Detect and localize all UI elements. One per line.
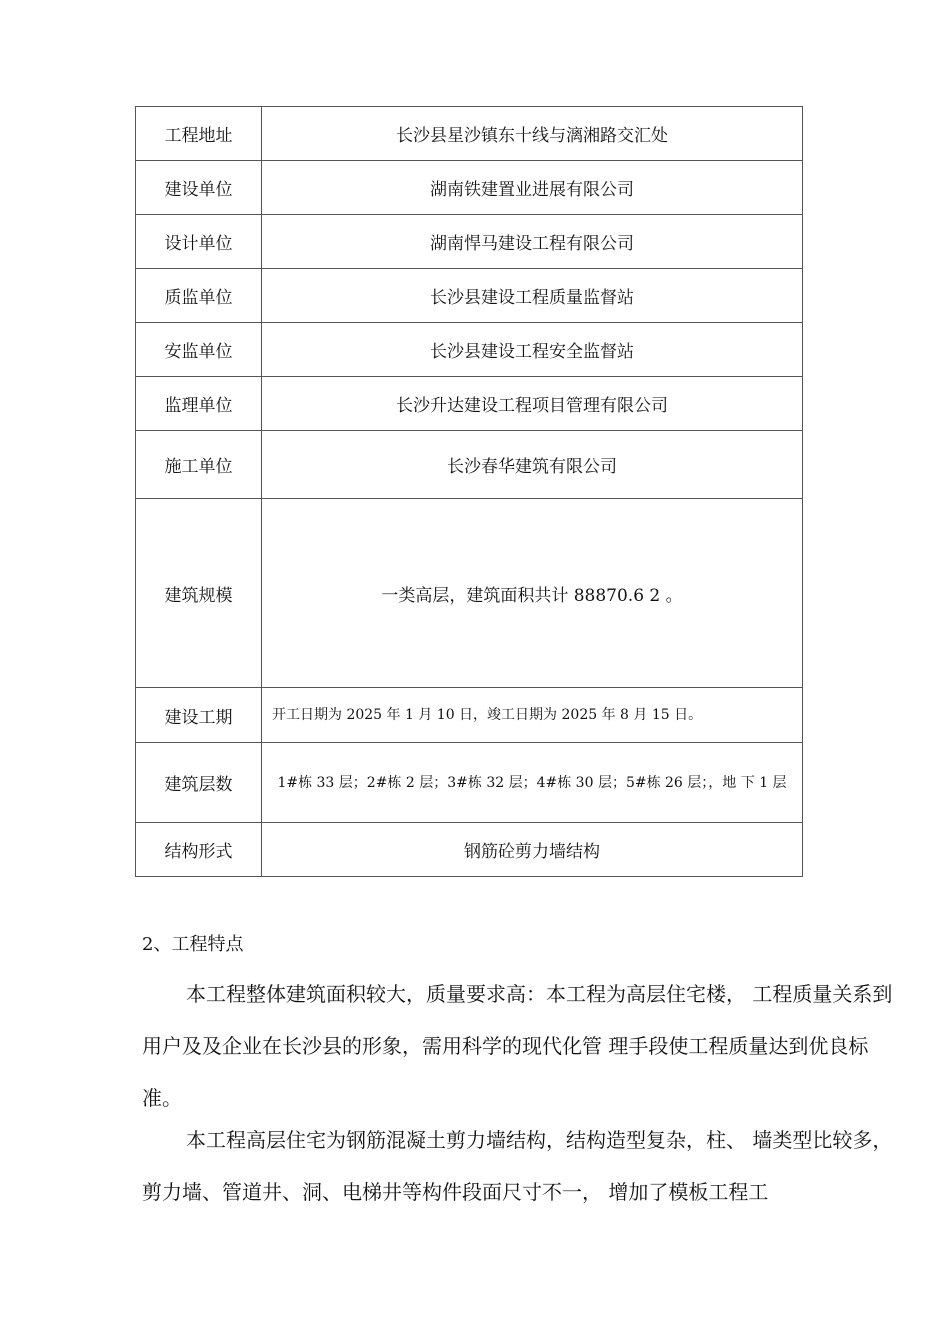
row-label: 施工单位 [136, 431, 262, 499]
row-value: 一类高层，建筑面积共计 88870.6 2 。 [262, 499, 803, 688]
paragraph: 本工程整体建筑面积较大，质量要求高：本工程为高层住宅楼， 工程质量关系到用户及及企业在长沙县的形象，需用科学的现代化管 理手段使工程质量达到优良标准。 [142, 982, 893, 1110]
table-row [136, 688, 803, 743]
row-value: 长沙县建设工程安全监督站 [262, 323, 803, 377]
row-value: 钢筋砼剪力墙结构 [262, 823, 803, 877]
row-label: 工程地址 [136, 107, 262, 161]
table-row [136, 431, 803, 499]
row-label: 建筑规模 [136, 499, 262, 688]
table-row [136, 323, 803, 377]
section-title: 2、工程特点 [142, 934, 244, 955]
row-value: 湖南铁建置业进展有限公司 [262, 161, 803, 215]
row-value: 长沙县星沙镇东十线与漓湘路交汇处 [262, 107, 803, 161]
row-label: 建筑层数 [136, 743, 262, 823]
row-label: 监理单位 [136, 377, 262, 431]
table-row [136, 161, 803, 215]
row-value: 开工日期为 2025 年 1 月 10 日，竣工日期为 2025 年 8 月 15 日。 [262, 688, 803, 743]
table-row [136, 823, 803, 877]
row-label: 结构形式 [136, 823, 262, 877]
table-row [136, 499, 803, 688]
table-row [136, 269, 803, 323]
row-value: 1#栋 33 层；2#栋 2 层；3#栋 32 层；4#栋 30 层；5#栋 26 层；，地 下 1 层 [262, 743, 803, 823]
row-value: 长沙春华建筑有限公司 [262, 431, 803, 499]
row-label: 安监单位 [136, 323, 262, 377]
row-label: 建设工期 [136, 688, 262, 743]
table-row [136, 107, 803, 161]
row-label: 设计单位 [136, 215, 262, 269]
row-value: 长沙升达建设工程项目管理有限公司 [262, 377, 803, 431]
row-label: 建设单位 [136, 161, 262, 215]
row-value: 长沙县建设工程质量监督站 [262, 269, 803, 323]
table-row [136, 215, 803, 269]
row-value: 湖南悍马建设工程有限公司 [262, 215, 803, 269]
table-row [136, 377, 803, 431]
table-row [136, 743, 803, 823]
row-label: 质监单位 [136, 269, 262, 323]
paragraph: 本工程高层住宅为钢筋混凝土剪力墙结构，结构造型复杂，柱、 墙类型比较多，剪力墙、管道井、洞、电梯井等构件段面尺寸不一， 增加了模板工程工 [142, 1128, 893, 1204]
project-info-table [135, 106, 803, 877]
